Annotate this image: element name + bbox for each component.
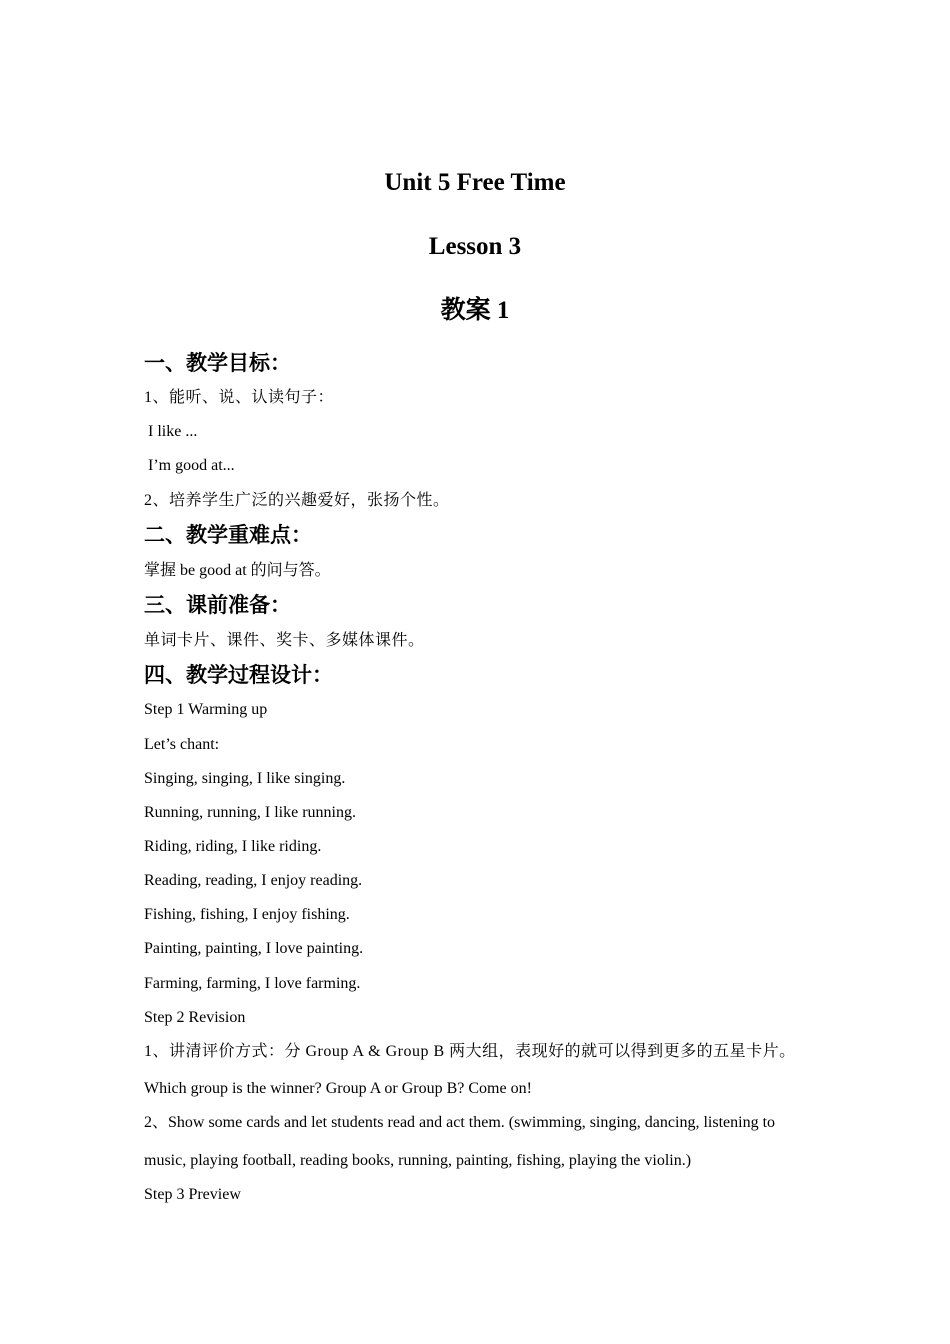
- process-line-7: Fishing, fishing, I enjoy fishing.: [144, 906, 350, 923]
- document-title: Unit 5 Free Time: [384, 169, 566, 196]
- process-line-14: music, playing football, reading books, running, painting, fishing, playing the violin.): [144, 1152, 692, 1169]
- process-line-6: Reading, reading, I enjoy reading.: [144, 872, 363, 889]
- process-line-9: Farming, farming, I love farming.: [144, 975, 361, 992]
- objective-line-4: 2、培养学生广泛的兴趣爱好，张扬个性。: [144, 492, 450, 509]
- process-line-8: Painting, painting, I love painting.: [144, 940, 364, 957]
- lesson-plan-title: 教案 1: [440, 297, 510, 324]
- process-line-2: Let’s chant:: [144, 736, 220, 753]
- objective-line-3: I’m good at...: [144, 457, 235, 474]
- process-line-15: Step 3 Preview: [144, 1186, 241, 1203]
- key-points-heading: 二、教学重难点：: [144, 523, 312, 547]
- preparation-line-1: 单词卡片、课件、奖卡、多媒体课件。: [144, 632, 425, 649]
- process-line-5: Riding, riding, I like riding.: [144, 838, 322, 855]
- preparation-heading: 三、课前准备：: [144, 593, 291, 617]
- process-line-4: Running, running, I like running.: [144, 804, 356, 821]
- objective-line-1: 1、能听、说、认读句子：: [144, 389, 335, 406]
- process-line-11: 1、讲清评价方式：分 Group A & Group B 两大组，表现好的就可以得到更多的五星卡片。: [144, 1043, 796, 1060]
- process-line-13: 2、Show some cards and let students read and act them. (swimming, singing, dancing, listening to: [144, 1114, 776, 1131]
- process-line-10: Step 2 Revision: [144, 1009, 246, 1026]
- process-heading: 四、教学过程设计：: [144, 663, 333, 687]
- key-points-line-1: 掌握 be good at 的问与答。: [144, 562, 331, 579]
- objective-line-2: I like ...: [144, 423, 198, 440]
- process-line-3: Singing, singing, I like singing.: [144, 770, 346, 787]
- objectives-heading: 一、教学目标：: [144, 351, 291, 375]
- process-line-12: Which group is the winner? Group A or Group B? Come on!: [144, 1080, 532, 1097]
- process-line-1: Step 1 Warming up: [144, 701, 268, 718]
- lesson-title: Lesson 3: [428, 233, 522, 260]
